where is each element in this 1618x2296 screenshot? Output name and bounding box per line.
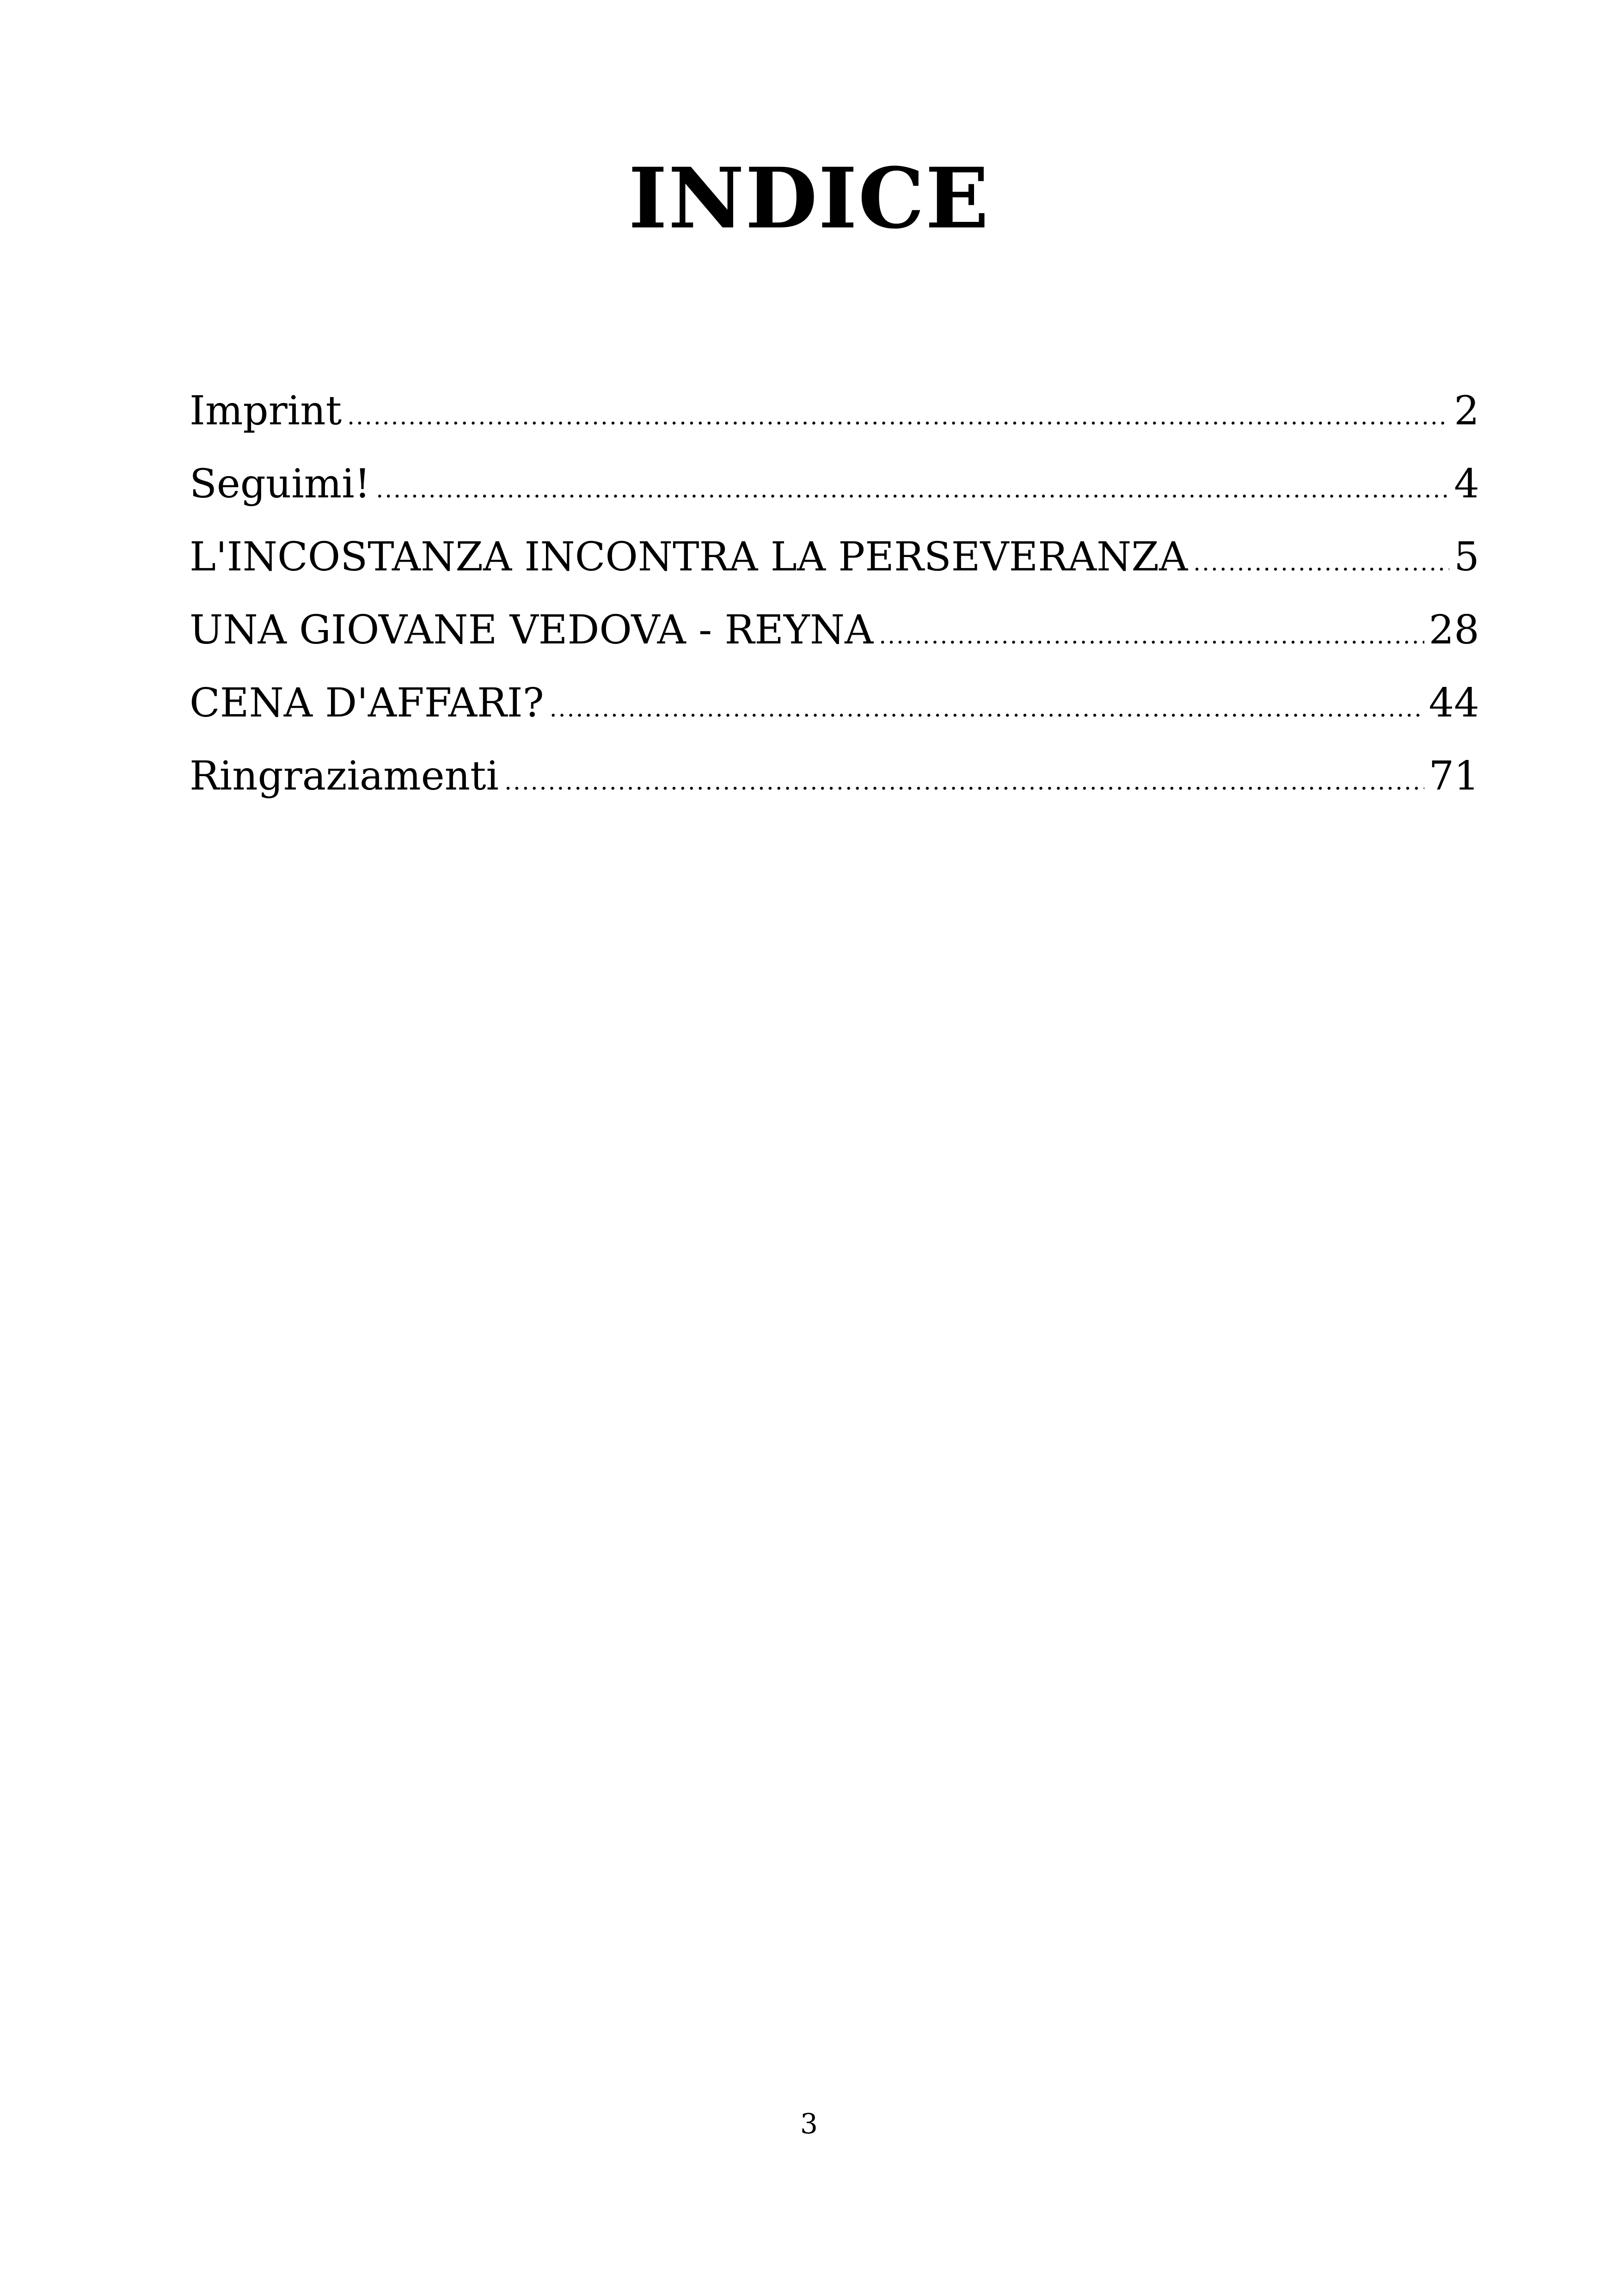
toc-entry-page: 4 [1454, 461, 1479, 507]
toc-entry[interactable] [190, 667, 1479, 740]
page-title: INDICE [628, 150, 990, 247]
toc-entry-title: Imprint [190, 388, 342, 434]
toc-entry[interactable] [190, 447, 1479, 520]
toc-dot-leader [504, 745, 1424, 813]
toc-dot-leader [347, 380, 1449, 447]
toc-dot-leader [550, 672, 1424, 740]
toc-entry-page: 44 [1428, 680, 1479, 726]
toc-entry-page: 5 [1454, 534, 1479, 580]
toc-entry[interactable] [190, 520, 1479, 594]
toc-dot-leader [1193, 526, 1449, 594]
toc-entry-title: CENA D'AFFARI? [190, 680, 544, 726]
toc-entry[interactable] [190, 374, 1479, 447]
toc-entry-title: L'INCOSTANZA INCONTRA LA PERSEVERANZA [190, 534, 1188, 580]
toc-entry-title: UNA GIOVANE VEDOVA - REYNA [190, 607, 874, 653]
toc-entry-title: Seguimi! [190, 461, 371, 507]
toc-entry[interactable] [190, 594, 1479, 667]
toc-entry-title: Ringraziamenti [190, 753, 499, 799]
toc-entry[interactable] [190, 740, 1479, 813]
toc-dot-leader [376, 453, 1449, 520]
page-number: 3 [800, 2108, 818, 2140]
toc-dot-leader [879, 599, 1424, 667]
toc-entry-page: 28 [1428, 607, 1479, 653]
toc-entry-page: 2 [1454, 388, 1479, 434]
table-of-contents [190, 374, 1479, 813]
toc-entry-page: 71 [1428, 753, 1479, 799]
